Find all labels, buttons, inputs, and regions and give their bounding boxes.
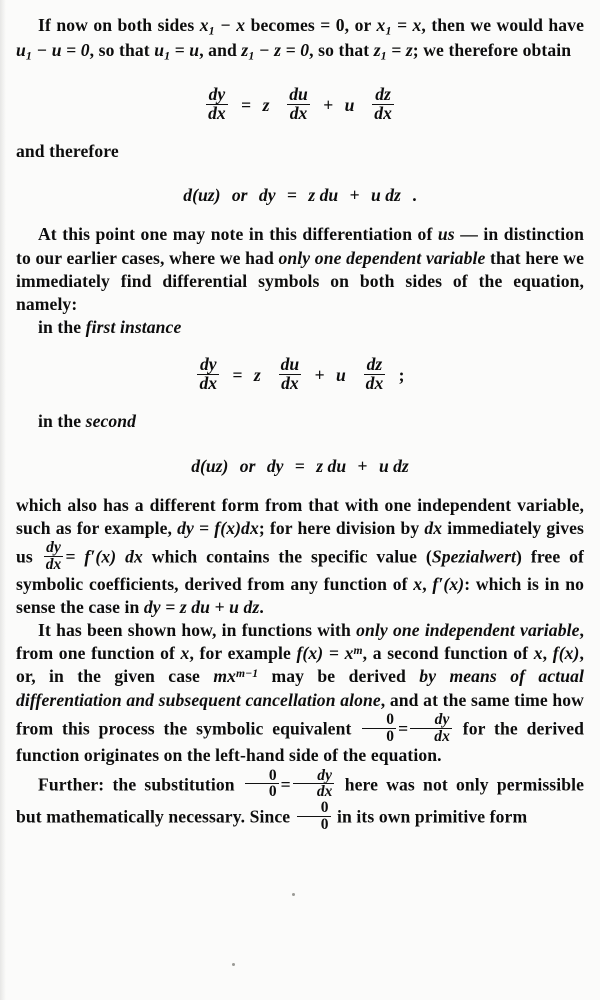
paragraph-first-instance [16,316,584,339]
inline-math-u1-minus-u: $u_1 - u = 0$ [16,40,90,63]
variable-z: z [253,365,261,386]
fraction-numerator: dy [434,710,450,728]
p4-text-b: , from one function of [16,620,584,664]
inline-math-mx-m-minus-1: $mx^{m-1}$ [213,666,259,687]
p3-text-d: which contains the specific value ( [142,546,432,567]
fraction-denominator: dx [293,783,335,800]
inline-math-z1-eq-z: $z_1 = z$ [373,40,413,63]
p3-text-c: immediately gives us [16,517,584,567]
fraction-denominator: dx [287,104,310,123]
p1-text-g: ; we therefore obtain [412,40,572,61]
scan-speck [232,963,235,966]
p1-text-b: becomes = 0, or [245,15,377,35]
p4-text-f: may be derived [258,666,420,687]
p4-text-c: , for example [189,643,297,664]
equation-3 [16,356,584,393]
p2-text-b: — in distinction to our earlier cases, where we had [16,224,584,268]
p1-text-e: , and [199,40,242,61]
exponent-m: m [353,644,363,657]
inline-math-dy-fx-dx: dy = f(x)dx [177,517,259,538]
p2-text-c: that here we immediately find differential symbols on both sides of the equation, namely: [16,247,584,315]
fraction-numerator: dy [199,354,217,375]
fraction-denominator: dx [374,103,392,124]
equation-2 [16,185,584,206]
fraction-dy-dx [206,86,228,123]
term-udz: u dz [371,185,401,206]
plus-sign: + [349,185,360,206]
word-or: or [239,455,256,476]
fraction-denominator: 0 [245,783,279,800]
inline-math-z1-minus-z: $z_1 - z = 0$ [241,40,310,63]
paragraph-4: It has been shown how, in functions with only one independent variable, from one function of x, for example $f(x) = x^m$, a second function of x, f(x), or, in the given case $mx^{m-1}$ may be derived by means of actual differentiation and subsequent cancellation alone, and at the same time how from this process the symbolic equivalent $\frac{0}{0}$ = $\frac{dy}{dx}$ for the derived function originates on the left-hand side of the equation. [16,620,585,766]
inline-math-x1-minus-x: $x_1 - x$ [199,15,246,38]
equals-sign: = [232,365,243,386]
inline-fraction-zero-over-zero [245,768,279,801]
paragraph-2 [16,223,584,316]
fraction-numerator: du [289,84,308,105]
equation-1 [16,86,584,123]
p3-text-b: ; for here division by [258,517,425,538]
inline-fraction-zero-over-zero [362,712,396,745]
term-zdu: z du [316,455,347,476]
fraction-denominator: 0 [297,816,331,833]
inline-math-fprime-x: f′(x) [432,573,465,594]
equals-sign: = [241,95,252,116]
variable-z: z [262,95,270,116]
p1-text-f: , so that [309,40,374,61]
inline-math-dx: dx [424,517,443,538]
fraction-du-dx [287,86,310,123]
equals-sign: = [286,185,297,206]
fraction-denominator: dx [208,103,226,124]
paragraph-and-therefore: and therefore [16,141,119,162]
emphasis-only-one-dependent-variable: only one dependent variable [278,247,486,268]
scan-speck [292,893,295,896]
equation-4 [16,456,584,477]
emphasis-actual-differentiation: by means of actual differentiation and subsequent cancellation alone [16,666,584,710]
fraction-numerator: dz [366,354,383,375]
p5-text-a: Further: the substitution [38,773,243,794]
inline-math-x: x [180,643,190,664]
fraction-denominator: dx [365,373,384,394]
inline-fraction-dy-dx [410,712,452,745]
emphasis-first-instance: first instance [85,317,182,338]
p1-text-d: , so that [89,40,155,61]
fraction-du-dx [279,356,302,393]
word-or: or [231,185,248,206]
inline-math-dy-zdu-udz: dy = z du + u dz [143,596,260,617]
inline-math-f-of-x: f(x) [552,643,580,664]
equals-sign: = [398,718,409,739]
inline-fraction-dy-dx [44,540,64,573]
inline-math-x: x [533,643,543,664]
p4-text-d: , a second function of [362,643,534,664]
plus-sign: + [323,95,334,116]
expression-d-uz: d(uz) [191,455,229,476]
fraction-numerator: dy [208,84,226,105]
plus-sign: + [357,455,368,476]
fraction-denominator: dx [45,555,62,573]
fraction-numerator: 0 [268,766,277,784]
first-instance-lead: in the [38,317,86,338]
fraction-dz-dx [364,356,386,393]
emphasis-second: second [85,411,137,432]
variable-u: u [336,365,346,386]
inline-math-fx-eq-xm: $f(x) = x^m$ [296,643,363,664]
fraction-denominator: dx [199,373,218,394]
semicolon: ; [398,365,405,386]
fraction-dz-dx [372,86,394,123]
fraction-dy-dx [197,356,219,393]
plus-sign: + [314,365,325,386]
equals-sign: = [294,455,305,476]
variable-dy: dy [258,185,276,206]
inline-math-equals-fprime: = f′(x) dx [65,546,143,567]
p1-text-a: If now on both sides [38,15,200,35]
p3-text-f: : which is in no sense the case in [16,573,584,617]
inline-math-x: x [413,573,423,594]
paragraph-5 [16,768,584,833]
fraction-denominator: dx [279,374,302,393]
term-udz: u dz [378,455,409,476]
p4-text-a: It has been shown how, in functions with [38,620,357,640]
period: . [412,185,417,206]
fraction-denominator: 0 [362,728,396,745]
second-lead: in the [38,411,86,432]
fraction-numerator: dz [375,84,391,105]
fraction-numerator: 0 [320,799,329,817]
fraction-numerator: dy [317,766,333,784]
fraction-numerator: 0 [386,710,395,728]
term-spezialwert: Spezialwert [431,546,517,567]
p1-text-c: , then we would have [421,15,584,35]
p2-text-a: At this point one may note in this differentiation of [38,224,438,245]
term-zdu: z du [308,185,339,206]
variable-dy: dy [266,455,284,476]
expression-d-uz: d(uz) [183,185,221,206]
equals-sign: = [280,773,291,794]
paragraph-second [16,410,584,433]
p4-text-h: for the derived function originates on the left-hand side of the equation. [16,718,584,766]
p5-text-b: here was not only permissible but mathematically necessary. Since [16,773,584,827]
p3-text-g: . [259,596,264,617]
inline-fraction-zero-over-zero [297,800,331,833]
p3-text-a: which also has a different form from that with one independent variable, such as for example, [16,494,584,538]
inline-math-x1-eq-x: $x_1 = x$ [376,15,422,38]
p4-text-g: , and at the same time how from this process the symbolic equivalent [16,689,584,739]
variable-u: u [344,95,355,116]
p4-text-e: , or, in the given case [16,643,585,687]
p5-text-c: in its own primitive form [332,806,528,827]
inline-math-us: us [437,224,455,245]
fraction-denominator: dx [410,728,452,745]
fraction-numerator: du [280,354,300,375]
inline-math-u1-eq-u: $u_1 = u$ [154,40,200,63]
p3-text-e: ) free of symbolic coefficients, derived from any function of [16,546,584,594]
exponent-m-minus-1: m−1 [236,667,259,681]
paragraph-3: which also has a different form from that with one independent variable, such as for example, dy = f(x)dx; for here division by dx immediately gives us $\frac{dy}{dx}$ = f′(x) dx which contains the specific value (Spezialwert) free of symbolic coefficients, derived from any function of x, f′(x): which is in no sense the case in dy = z du + u dz. [16,494,584,617]
paragraph-1 [16,14,584,64]
fraction-numerator: dy [46,539,61,556]
inline-fraction-dy-dx [293,768,335,801]
emphasis-only-one-independent-variable: only one independent variable [356,620,580,640]
